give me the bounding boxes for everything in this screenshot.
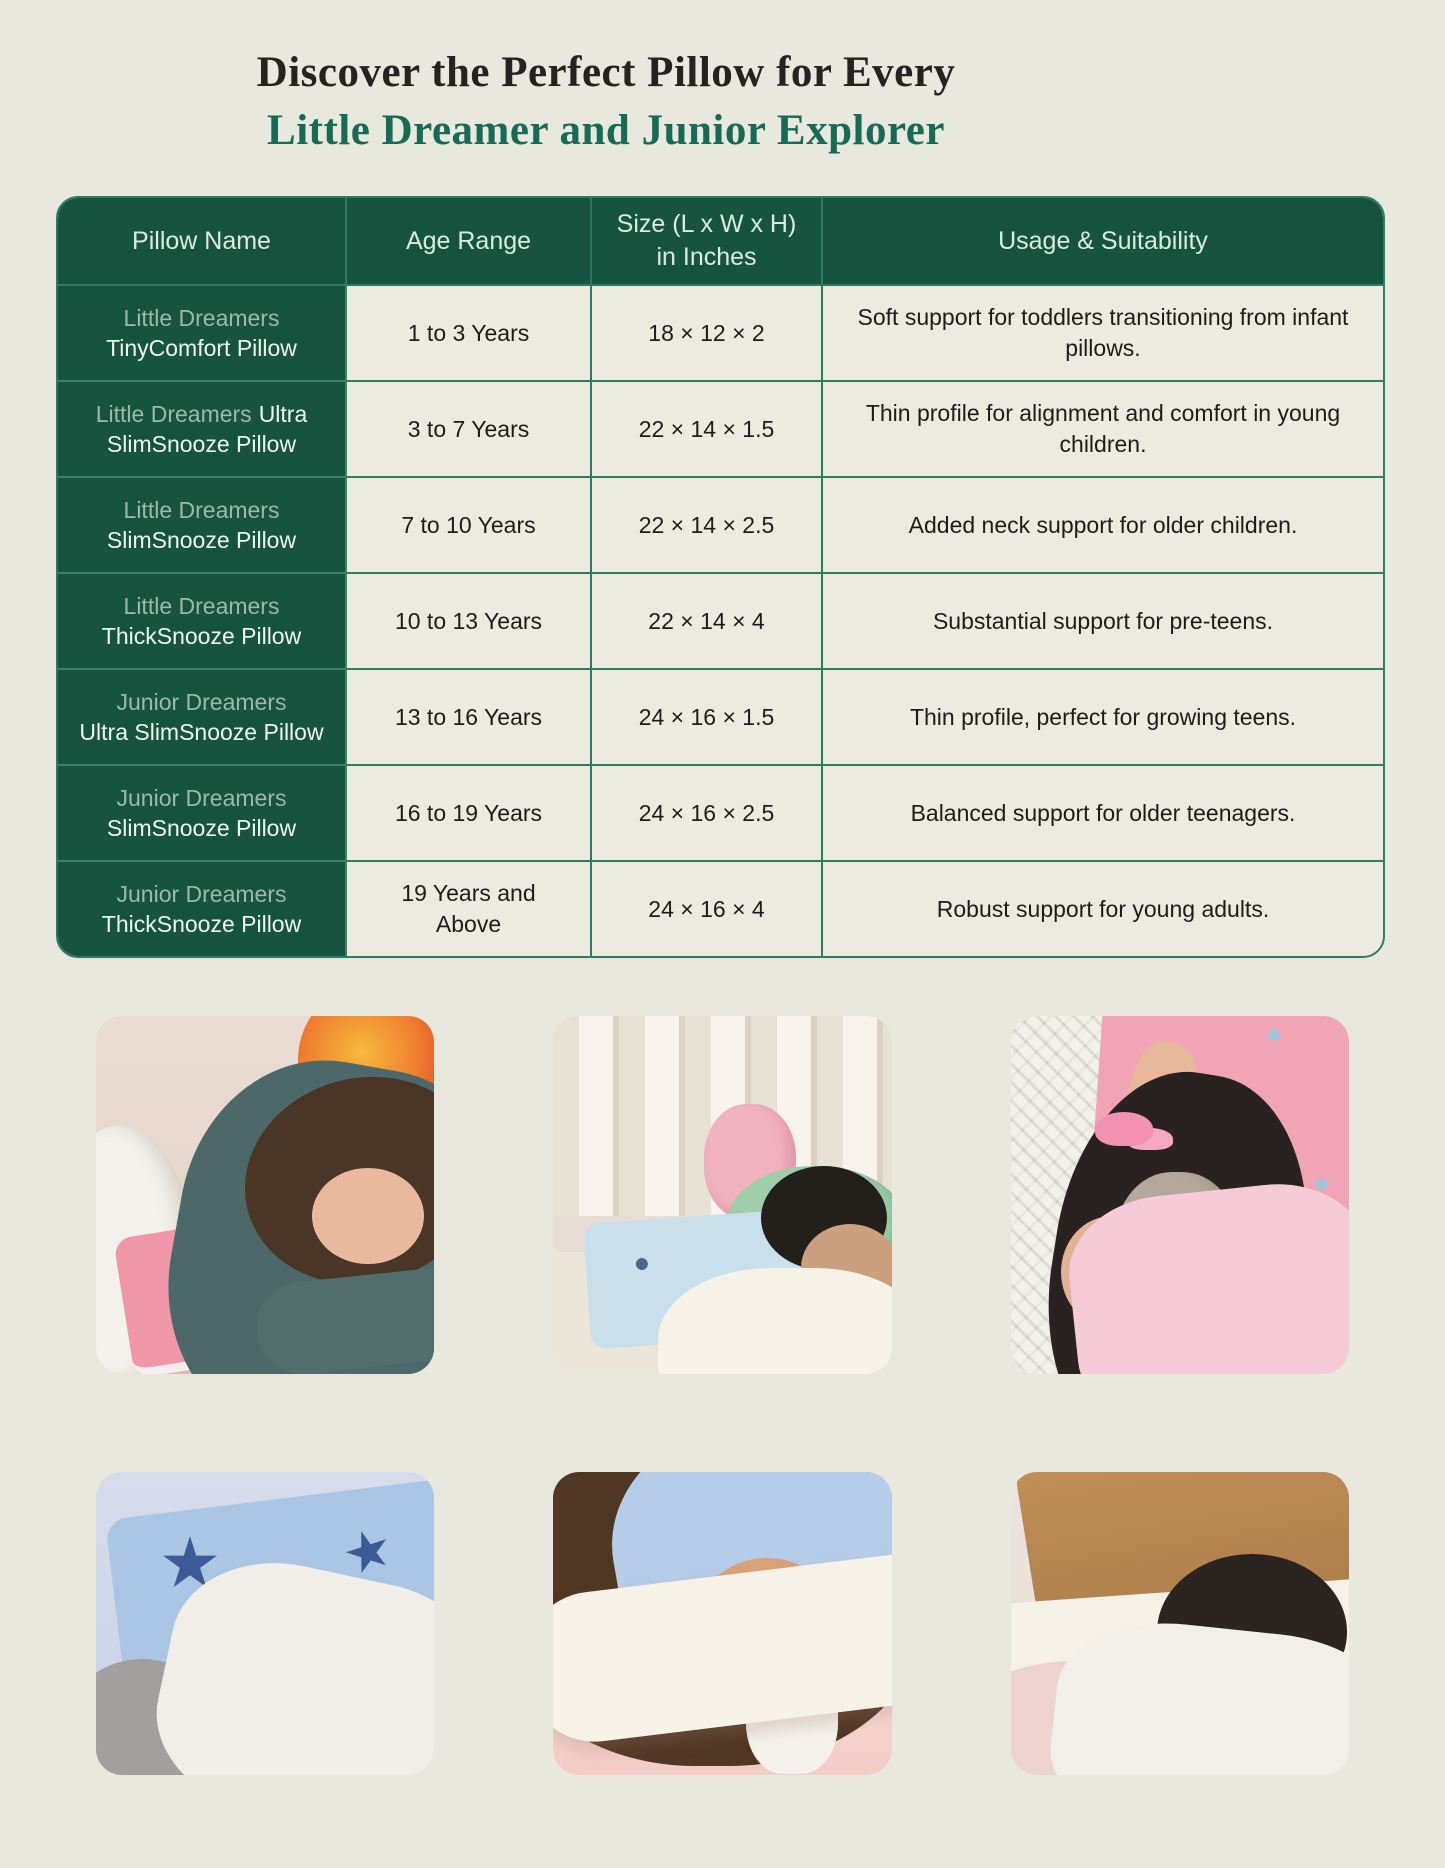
col-header-size: Size (L x W x H) in Inches (591, 198, 822, 285)
table-row (58, 381, 1383, 477)
size-cell: 24 × 16 × 4 (591, 861, 822, 956)
usage-cell: Thin profile, perfect for growing teens. (822, 669, 1383, 765)
table-header-row (58, 198, 1383, 285)
col-header-age-range: Age Range (346, 198, 591, 285)
photo-girl-moon-pillow-teddy (1011, 1016, 1349, 1374)
pillow-name-cell: Little Dreamers SlimSnooze Pillow (58, 477, 346, 573)
usage-cell: Soft support for toddlers transitioning from infant pillows. (822, 285, 1383, 381)
age-range-cell: 10 to 13 Years (346, 573, 591, 669)
col-header-usage: Usage & Suitability (822, 198, 1383, 285)
page-title-line2: Little Dreamer and Junior Explorer (267, 107, 945, 154)
pillow-name-cell: Little Dreamers ThickSnooze Pillow (58, 573, 346, 669)
photo-smiling-girl-white-pillow (553, 1472, 891, 1775)
pillow-name-cell: Junior Dreamers SlimSnooze Pillow (58, 765, 346, 861)
usage-cell: Balanced support for older teenagers. (822, 765, 1383, 861)
pillow-name-cell: Little Dreamers Ultra SlimSnooze Pillow (58, 381, 346, 477)
table-row (58, 573, 1383, 669)
table-row (58, 765, 1383, 861)
table-row (58, 477, 1383, 573)
photo-boy-hugging-starfish-pillow (96, 1472, 434, 1775)
size-cell: 22 × 14 × 4 (591, 573, 822, 669)
age-range-cell: 19 Years and Above (346, 861, 591, 956)
size-cell: 22 × 14 × 2.5 (591, 477, 822, 573)
age-range-cell: 3 to 7 Years (346, 381, 591, 477)
pillow-name-cell: Junior Dreamers Ultra SlimSnooze Pillow (58, 669, 346, 765)
photo-boy-wooden-headboard (1011, 1472, 1349, 1775)
age-range-cell: 16 to 19 Years (346, 765, 591, 861)
pillow-name-cell: Little Dreamers TinyComfort Pillow (58, 285, 346, 381)
photo-boy-crib-starfish-pillow (553, 1016, 891, 1374)
usage-cell: Robust support for young adults. (822, 861, 1383, 956)
usage-cell: Substantial support for pre-teens. (822, 573, 1383, 669)
page-title (0, 0, 1212, 160)
face-shape (312, 1168, 424, 1264)
col-header-pillow-name: Pillow Name (58, 198, 346, 285)
age-range-cell: 1 to 3 Years (346, 285, 591, 381)
size-cell: 24 × 16 × 2.5 (591, 765, 822, 861)
size-cell: 22 × 14 × 1.5 (591, 381, 822, 477)
age-range-cell: 7 to 10 Years (346, 477, 591, 573)
usage-cell: Added neck support for older children. (822, 477, 1383, 573)
age-range-cell: 13 to 16 Years (346, 669, 591, 765)
photo-toddler-pink-pillow (96, 1016, 434, 1374)
hair-bow-shape (1095, 1112, 1153, 1146)
page-title-line1: Discover the Perfect Pillow for Every (256, 49, 956, 96)
usage-cell: Thin profile for alignment and comfort in young children. (822, 381, 1383, 477)
photo-grid (56, 1000, 1389, 1791)
table-row (58, 861, 1383, 956)
table-row (58, 669, 1383, 765)
pillow-size-table (56, 196, 1385, 958)
size-cell: 24 × 16 × 1.5 (591, 669, 822, 765)
pillow-name-cell: Junior Dreamers ThickSnooze Pillow (58, 861, 346, 956)
table-row (58, 285, 1383, 381)
size-cell: 18 × 12 × 2 (591, 285, 822, 381)
